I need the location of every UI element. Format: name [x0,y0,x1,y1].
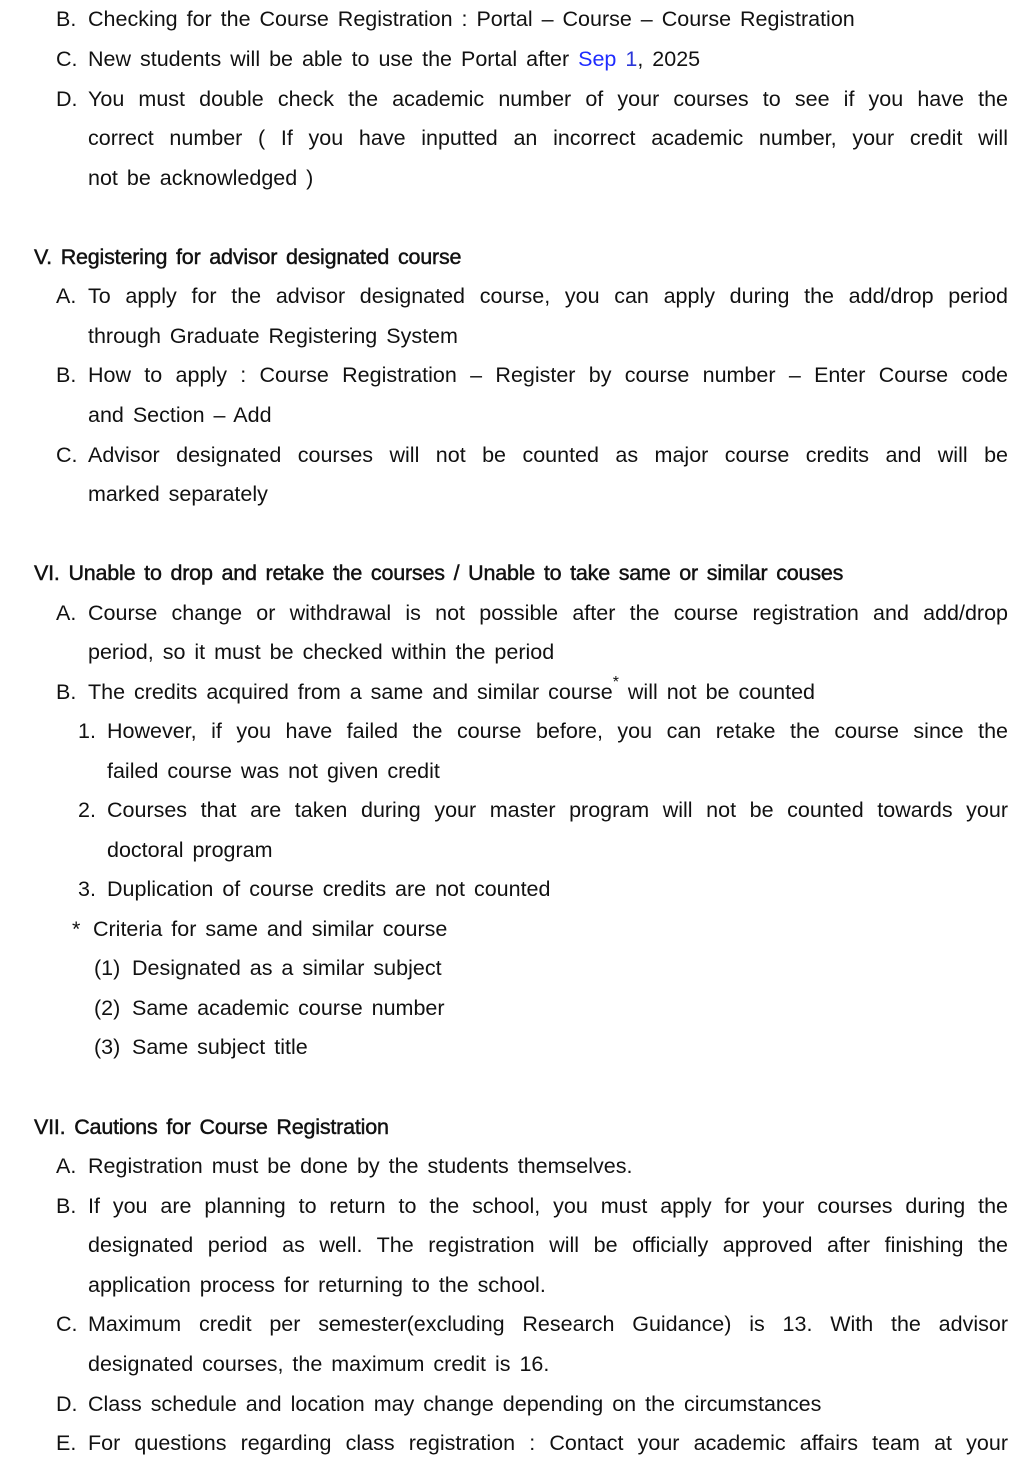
item-text: Registration must be done by the students themselves. [88,1154,633,1178]
subitem-marker: 3. [78,877,96,901]
item-text: marked separately [88,482,268,506]
item-text: designated courses, the maximum credit is 16. [88,1352,550,1376]
item-text-after: will not be counted [618,680,815,704]
item-text: Advisor designated courses will not be counted as major course credits and will be [88,443,1008,467]
item-marker: C. [56,1312,78,1336]
footnote-asterisk: * [612,674,619,691]
item-text: Maximum credit per semester(excluding Research Guidance) is 13. With the advisor [88,1312,1008,1336]
item-text [88,44,700,74]
item-text: correct number ( If you have inputted an incorrect academic number, your credit will [88,126,1008,150]
item-text-after: , 2025 [637,47,701,71]
subitem-marker: 2. [78,798,96,822]
criteria-marker: (1) [94,956,121,980]
item-marker: C. [56,47,78,71]
item-text: Course change or withdrawal is not possible after the course registration and add/drop [88,601,1008,625]
item-text: Class schedule and location may change depending on the circumstances [88,1392,822,1416]
criteria-marker: (3) [94,1035,121,1059]
item-text: application process for returning to the school. [88,1273,546,1297]
item-marker: B. [56,680,77,704]
item-text: How to apply : Course Registration – Register by course number – Enter Course code [88,363,1008,387]
item-text [88,674,815,707]
section-heading: VI. Unable to drop and retake the courses / Unable to take same or similar couses [34,561,844,585]
item-marker: A. [56,601,77,625]
item-marker: D. [56,1392,78,1416]
section-heading: VII. Cautions for Course Registration [34,1115,389,1139]
item-marker: A. [56,284,77,308]
section-heading: V. Registering for advisor designated course [34,245,462,269]
item-text: not be acknowledged ) [88,166,314,190]
criteria-marker: (2) [94,996,121,1020]
item-text: and Section – Add [88,403,272,427]
item-marker: A. [56,1154,77,1178]
item-marker: B. [56,1194,77,1218]
item-text: through Graduate Registering System [88,324,458,348]
item-text: For questions regarding class registration : Contact your academic affairs team at your [88,1431,1008,1455]
subitem-text: Duplication of course credits are not counted [107,877,551,901]
item-marker: B. [56,363,77,387]
criteria-text: Same academic course number [132,996,445,1020]
item-text: You must double check the academic number of your courses to see if you have the [88,87,1008,111]
item-text-main: The credits acquired from a same and similar course [88,680,613,704]
criteria-text: Designated as a similar subject [132,956,442,980]
subitem-text: Courses that are taken during your master program will not be counted towards your [107,798,1008,822]
item-text: designated period as well. The registration will be officially approved after finishing the [88,1233,1008,1257]
item-text-before: New students will be able to use the Portal after [88,47,579,71]
subitem-text: failed course was not given credit [107,759,440,783]
item-marker: D. [56,87,78,111]
subitem-text: doctoral program [107,838,273,862]
date-month: Sep [578,47,617,71]
subitem-marker: 1. [78,719,96,743]
item-marker: E. [56,1431,77,1455]
criteria-text: Same subject title [132,1035,308,1059]
item-marker: B. [56,7,77,31]
item-text: If you are planning to return to the school, you must apply for your courses during the [88,1194,1008,1218]
item-text: Checking for the Course Registration : Portal – Course – Course Registration [88,7,855,31]
criteria-title: Criteria for same and similar course [93,917,448,941]
item-marker: C. [56,443,78,467]
criteria-asterisk: * [72,917,81,941]
subitem-text: However, if you have failed the course before, you can retake the course since the [107,719,1008,743]
date-day: 1 [625,47,638,71]
item-text: period, so it must be checked within the period [88,640,555,664]
item-text: To apply for the advisor designated course, you can apply during the add/drop period [88,284,1008,308]
